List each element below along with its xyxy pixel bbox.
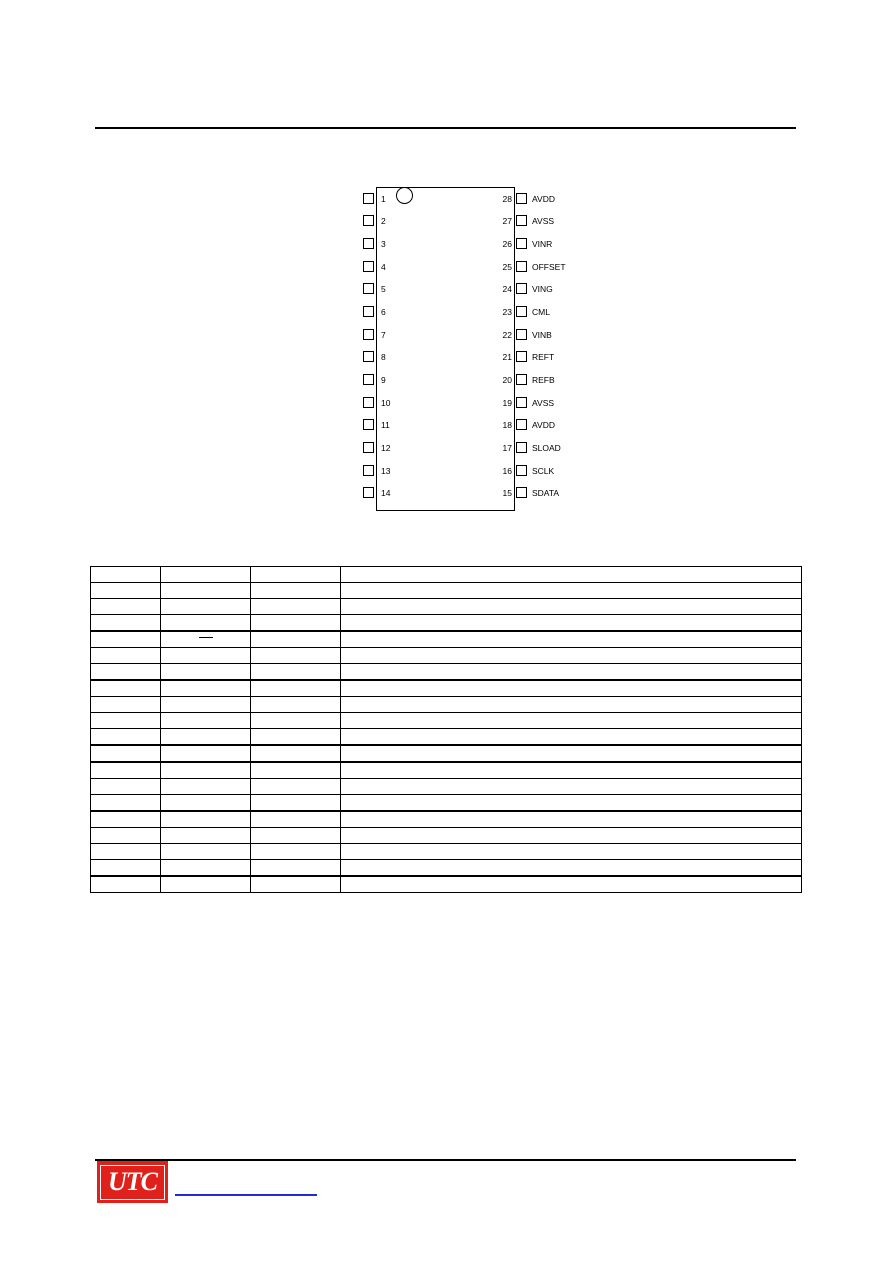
pin-lead <box>516 487 527 498</box>
pin-name: CML <box>532 307 550 317</box>
table-row <box>91 729 802 746</box>
table-row <box>91 779 802 795</box>
pin-name: REFB <box>532 375 555 385</box>
pin-lead <box>363 442 374 453</box>
pin-lead <box>363 215 374 226</box>
pin-name: VINB <box>532 330 552 340</box>
pin-number: 1 <box>381 194 386 204</box>
pin-lead <box>516 193 527 204</box>
pin-lead <box>516 465 527 476</box>
pin-description-table <box>90 566 802 893</box>
pin-name: VING <box>532 284 553 294</box>
pin-name: SCLK <box>532 466 555 476</box>
pin-lead <box>516 306 527 317</box>
pin-number: 10 <box>381 398 391 408</box>
pin-number: 22 <box>502 330 512 340</box>
table-row <box>91 828 802 844</box>
pin-lead <box>516 374 527 385</box>
website-link[interactable] <box>175 1194 317 1196</box>
table-row <box>91 664 802 681</box>
pin1-marker <box>396 187 413 204</box>
utc-logo <box>97 1161 168 1203</box>
pin-number: 25 <box>502 262 512 272</box>
pin-name: SLOAD <box>532 443 561 453</box>
pin-name: REFT <box>532 352 555 362</box>
table-row <box>91 713 802 729</box>
pin-lead <box>363 487 374 498</box>
pin-number: 13 <box>381 466 391 476</box>
pin-name: AVSS <box>532 398 555 408</box>
pin-lead <box>516 238 527 249</box>
table-row <box>91 680 802 697</box>
pin-number: 11 <box>381 420 390 430</box>
pin-lead <box>363 261 374 272</box>
pin-name: AVDD <box>532 420 555 430</box>
utc-logo-text: UTC <box>108 1167 157 1196</box>
pin-number: 9 <box>381 375 386 385</box>
pin-lead <box>516 351 527 362</box>
pin-number: 28 <box>502 194 512 204</box>
pin-lead <box>363 306 374 317</box>
pin-name: AVSS <box>532 216 555 226</box>
pin-number: 27 <box>502 216 512 226</box>
table-row <box>91 860 802 877</box>
table-row <box>91 599 802 615</box>
table-row <box>91 745 802 762</box>
table-row <box>91 567 802 583</box>
overbar-mark <box>199 637 213 638</box>
pin-number: 20 <box>502 375 512 385</box>
footer-rule <box>95 1159 796 1161</box>
pin-number: 4 <box>381 262 386 272</box>
pin-name: SDATA <box>532 488 560 498</box>
table-row <box>91 876 802 893</box>
pin-number: 26 <box>502 239 512 249</box>
pin-number: 6 <box>381 307 386 317</box>
pin-number: 19 <box>502 398 512 408</box>
table-row <box>91 615 802 632</box>
pin-number: 14 <box>381 488 391 498</box>
pin-number: 3 <box>381 239 386 249</box>
pin-lead <box>516 442 527 453</box>
pin-number: 16 <box>502 466 512 476</box>
pin-number: 12 <box>381 443 391 453</box>
pin-number: 7 <box>381 330 386 340</box>
pin-lead <box>516 397 527 408</box>
table-row <box>91 811 802 828</box>
table-row <box>91 762 802 779</box>
pin-number: 15 <box>502 488 512 498</box>
pin-number: 17 <box>502 443 512 453</box>
pin-lead <box>516 419 527 430</box>
table-row <box>91 795 802 812</box>
pin-name: VINR <box>532 239 553 249</box>
pin-lead <box>363 329 374 340</box>
table-row <box>91 648 802 664</box>
pin-name: OFFSET <box>532 262 566 272</box>
pin-number: 18 <box>502 420 512 430</box>
pin-lead <box>363 374 374 385</box>
pin-number: 2 <box>381 216 386 226</box>
pin-lead <box>363 283 374 294</box>
pin-lead <box>363 351 374 362</box>
pin-number: 23 <box>502 307 512 317</box>
pin-number: 21 <box>502 352 512 362</box>
pin-lead <box>363 238 374 249</box>
pin-number: 8 <box>381 352 386 362</box>
pin-number: 24 <box>502 284 512 294</box>
table-row <box>91 844 802 860</box>
pin-lead <box>363 193 374 204</box>
utc-logo-frame <box>100 1165 165 1200</box>
table-row <box>91 631 802 648</box>
pin-number: 5 <box>381 284 386 294</box>
pin-lead <box>516 329 527 340</box>
pin-lead <box>363 397 374 408</box>
table-row <box>91 583 802 599</box>
pin-lead <box>516 261 527 272</box>
pin-name: AVDD <box>532 194 555 204</box>
pin-lead <box>363 465 374 476</box>
header-rule <box>95 127 796 129</box>
pin-lead <box>516 215 527 226</box>
pin-lead <box>516 283 527 294</box>
pin-lead <box>363 419 374 430</box>
chip-body <box>376 187 515 511</box>
table-row <box>91 697 802 713</box>
